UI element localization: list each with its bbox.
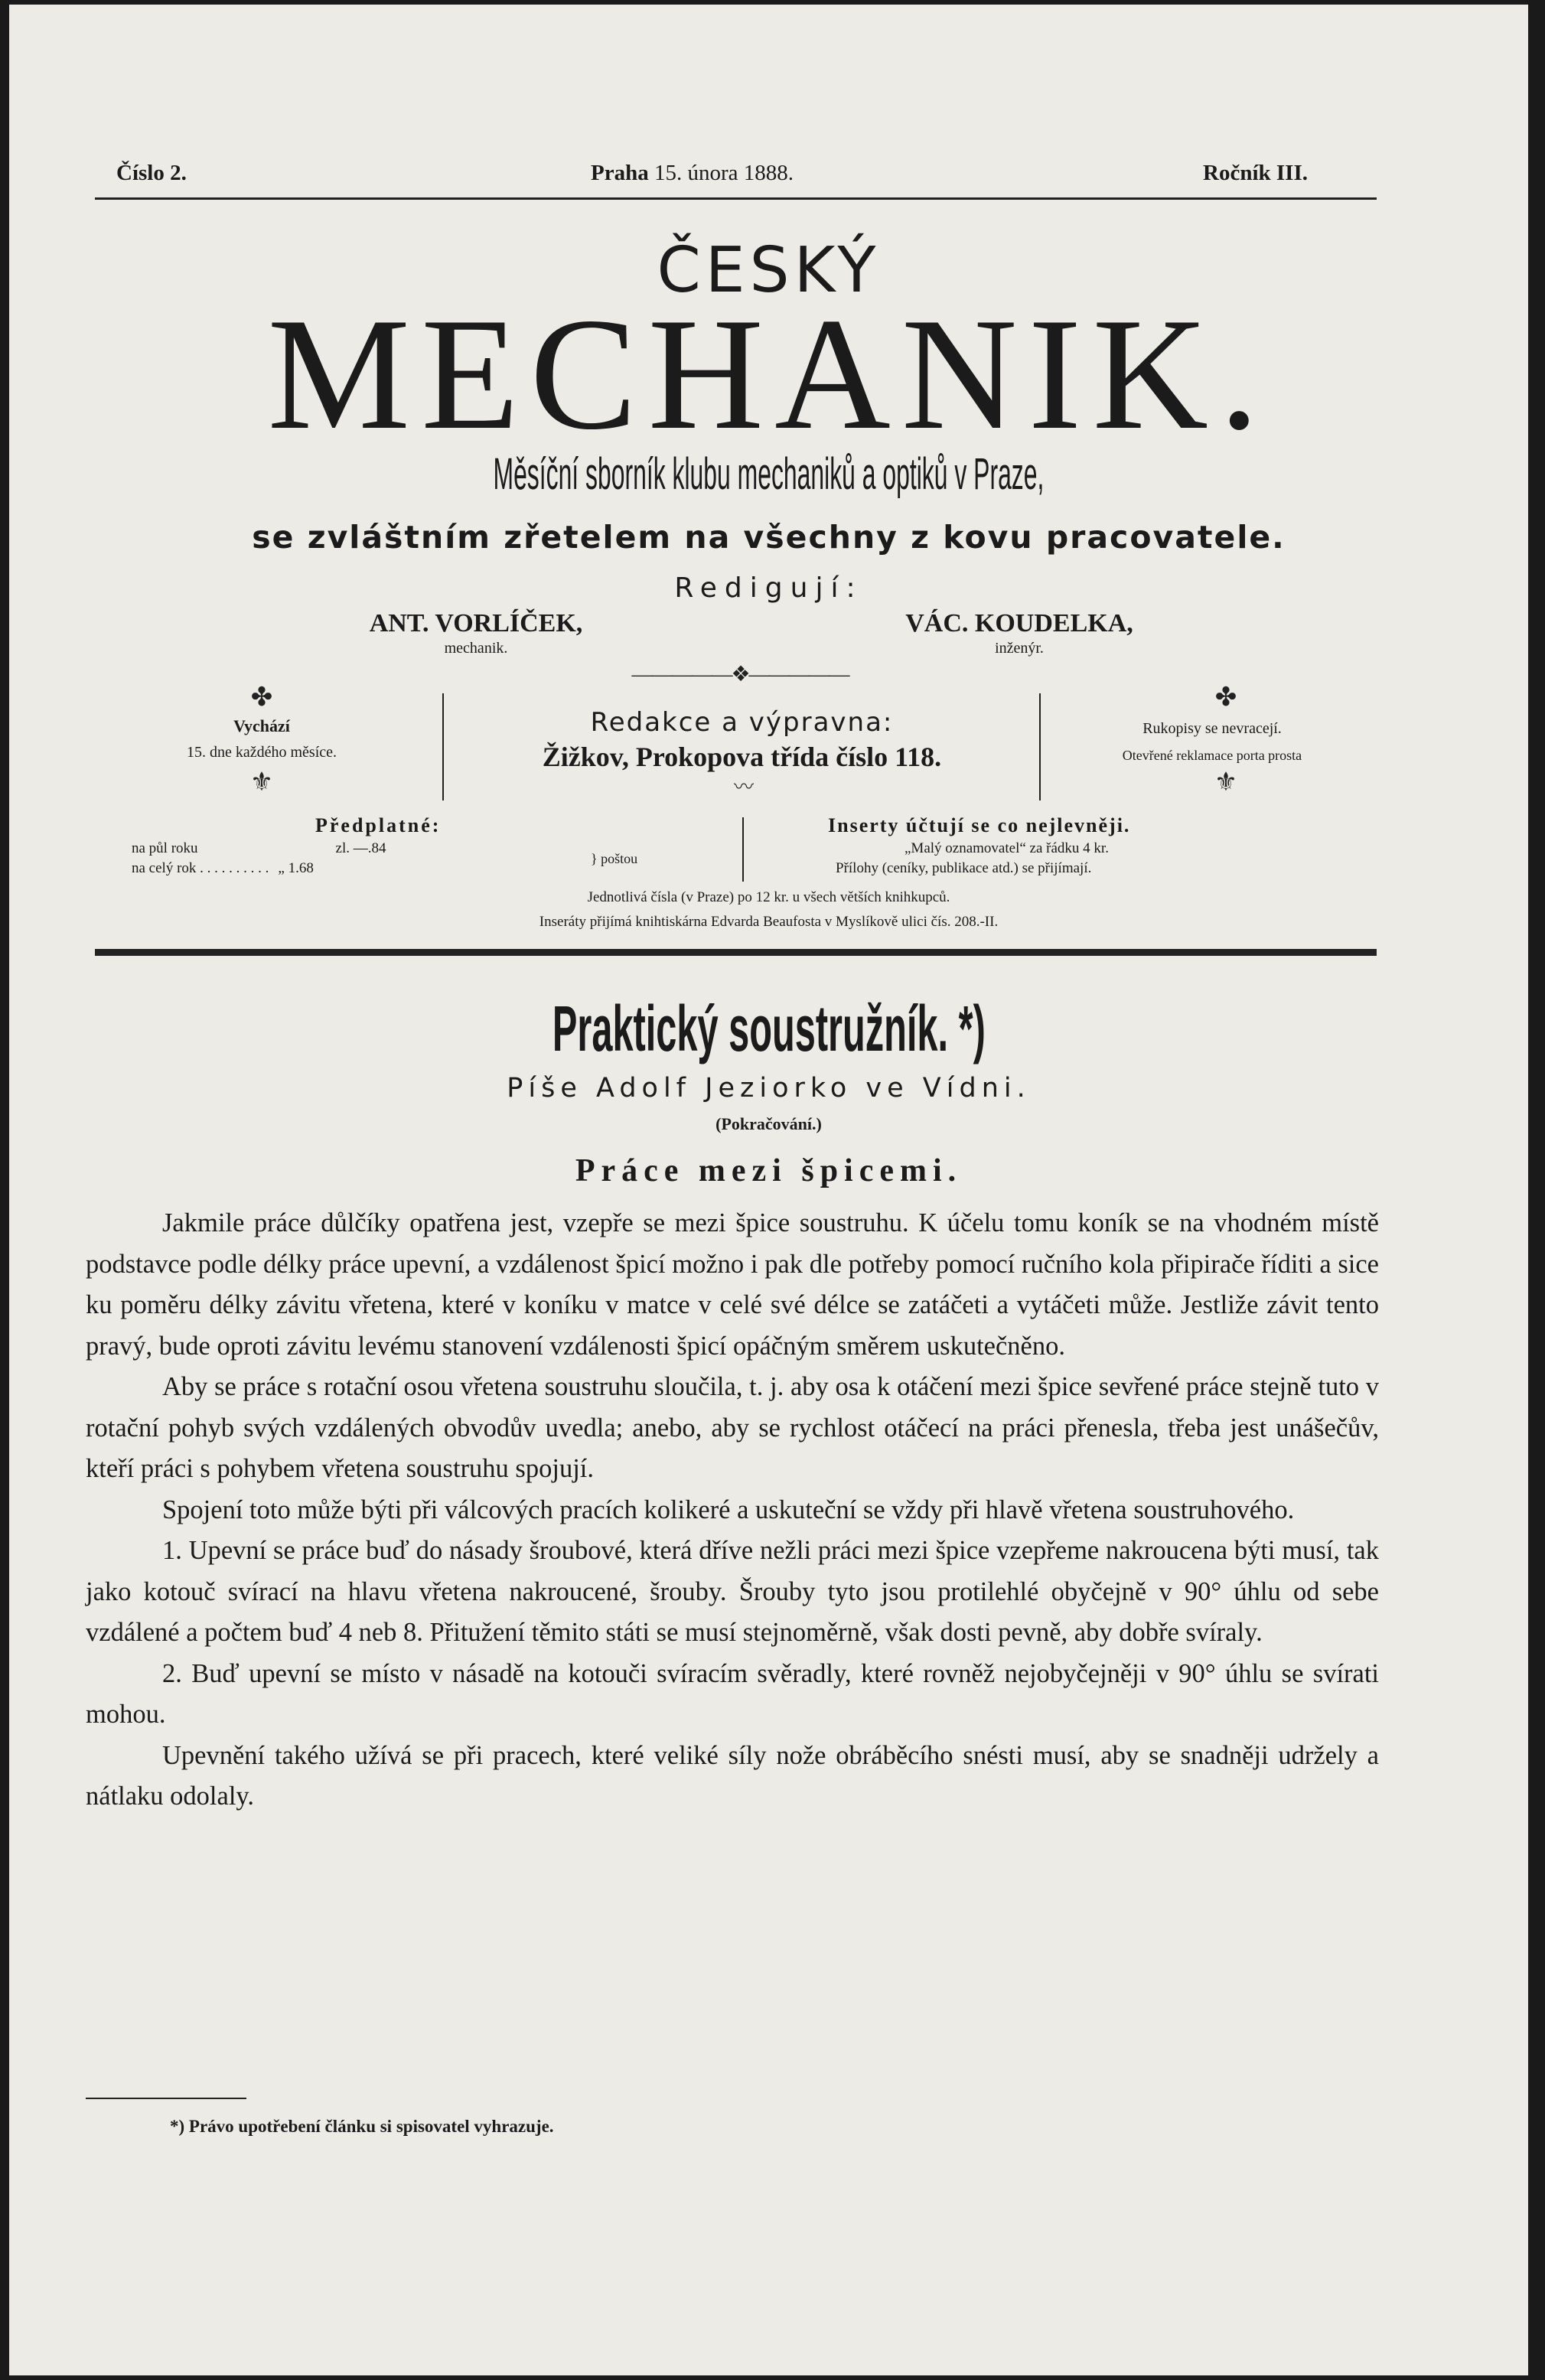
paragraph-2: Aby se práce s rotační osou vřetena soustruhu sloučila, t. j. aby osa k otáčení mezi špice sevřené práce stejně tuto v rotační pohyb svých vzdálených obvodův uvedla; anebo, aby se rychlost otáčecí na práci přenesla, třeba jest unášečův, kteří práci s pohybem vřetena soustruhu spojují. — [86, 1372, 1379, 1483]
flourish-icon: ✤ — [250, 683, 273, 712]
article-continuation: (Pokračování.) — [715, 1114, 822, 1133]
paragraph-6: Upevnění takého užívá se při pracech, které veliké síly nože obráběcího snésti musí, aby se snadněji udržely a nátlaku odolaly. — [86, 1740, 1379, 1811]
paragraph-1: Jakmile práce důlčíky opatřena jest, vzepře se mezi špice soustruhu. K účelu tomu koník se na vhodném místě podstavce podle délky práce upevní, a vzdálenost špicí možno i pak dle potřeby pomocí ručního kola připirače říditi a sice ku poměru délky závitu vřetena, které v koníku v matce v celé své délce se zatáčeti a vytáčeti může. Jestliže závit tento pravý, bude oproti závitu levému stanovení vzdálenosti špicí opáčným směrem uskutečněno. — [86, 1208, 1379, 1361]
masthead-tagline: Měsíční sborník klubu mechaniků a optiků v Praze, — [493, 449, 1045, 499]
flourish-bottom-icon: ⚜ — [249, 768, 274, 797]
subscription-heading: Předplatné: — [315, 814, 442, 836]
article-author: Píše Adolf Jeziorko ve Vídni. — [507, 1073, 1031, 1104]
inserts-heading: Inserty účtují se co nejlevněji. — [828, 814, 1131, 836]
inserts-small-ad: „Malý oznamovatel“ za řádku 4 kr. — [905, 840, 1109, 856]
paragraph-3: Spojení toto může býti při válcových pracích kolikeré a uskuteční se vždy při hlavě vřetena soustruhového. — [162, 1495, 1295, 1524]
flourish-right-icon: ✤ — [1214, 683, 1237, 712]
paragraph-5: 2. Buď upevní se místo v násadě na kotouči svíracím svěradly, které rovněž nejobyčejněji v 90° úhlu se svírati mohou. — [86, 1658, 1379, 1729]
editor-2-role: inženýr. — [995, 640, 1044, 657]
complaints-note: Otevřené reklamace porta prosta — [1122, 748, 1302, 763]
publishing-label: Vychází — [233, 716, 290, 735]
editors-heading: Redigují: — [674, 572, 863, 604]
masthead-title: MECHANIK. — [267, 285, 1270, 463]
publishing-schedule: 15. dne každého měsíce. — [186, 744, 337, 761]
editor-1-name: ANT. VORLÍČEK, — [369, 609, 583, 637]
masthead-tagline-2: se zvláštním zřetelem na všechny z kovu pracovatele. — [252, 519, 1286, 556]
flourish-right-bottom-icon: ⚜ — [1214, 768, 1238, 797]
article-title: Praktický soustružník. *) — [552, 993, 986, 1064]
redakce-heading: Redakce a výpravna: — [590, 707, 894, 738]
subscription-postage: } poštou — [591, 851, 638, 866]
editor-2-name: VÁC. KOUDELKA, — [905, 609, 1133, 637]
single-issue-price: Jednotlivá čísla (v Praze) po 12 kr. u všech větších knihkupců. — [587, 889, 950, 905]
section-heading: Práce mezi špicemi. — [575, 1153, 963, 1188]
article-body — [86, 1203, 1379, 1818]
redakce-address: Žižkov, Prokopova třída číslo 118. — [542, 742, 942, 772]
paragraph-4: 1. Upevní se práce buď do násady šroubové, která dříve nežli práci mezi špice vzepřeme nakroucena býti musí, tak jako kotouč svírací na hlavu vřetena nakroucené, šrouby. Šrouby tyto jsou protilehlé obyčejně v 90° úhlu od sebe vzdálené a počtem buď 4 neb 8. Přitužení těmito státi se musí stejnoměrně, však dosti pevně, aby dobře svíraly. — [86, 1536, 1379, 1647]
inserts-supplements: Přílohy (ceníky, publikace atd.) se přijímají. — [836, 860, 1092, 876]
subscription-full-year: na celý rok . . . . . . . . . . „ 1.68 — [132, 860, 314, 876]
editor-1-role: mechanik. — [444, 640, 508, 657]
printer-info: Inseráty přijímá knihtiskárna Edvarda Beaufosta v Myslíkově ulici čís. 208.-II. — [539, 914, 999, 930]
volume-number: Ročník III. — [1203, 161, 1308, 185]
issue-number: Číslo 2. — [116, 161, 187, 185]
footnote: *) Právo upotřebení článku si spisovatel vyhrazuje. — [170, 2117, 554, 2136]
issue-date: Praha 15. února 1888. — [591, 161, 794, 185]
subscription-half-year: na půl roku zl. —.84 — [132, 840, 386, 856]
small-ornament-icon: 〰 — [733, 776, 754, 798]
manuscripts-note: Rukopisy se nevracejí. — [1142, 720, 1282, 737]
divider-ornament-icon: —————❖————— — [631, 663, 849, 686]
newspaper-page — [9, 5, 1528, 2375]
masthead-subtitle-top: ČESKÝ — [657, 234, 881, 307]
